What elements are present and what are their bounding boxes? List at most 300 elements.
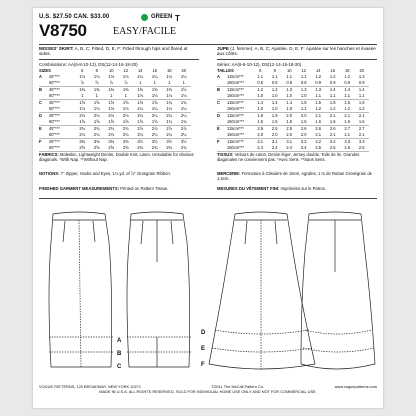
fr-tissus-label: TISSUS: (217, 152, 234, 157)
view-letter: D (217, 113, 220, 118)
yardage-cell: 1⅛ (90, 106, 105, 113)
yardage-cell: 2¾ (177, 145, 192, 152)
size-column-header: 20 (181, 68, 187, 73)
fr-mesures (217, 186, 377, 191)
yardage-cell: 2¾ (108, 126, 115, 131)
yardage-cell: 1.3 (315, 87, 322, 92)
yardage-cell: 1 (148, 80, 163, 87)
yardage-cell: 0.8 (282, 80, 297, 87)
yardage-cell: 2⅞ (180, 126, 187, 131)
yardage-cell: 2¼ (177, 132, 192, 139)
yardage-cell: 3.1 (286, 139, 293, 144)
yardage-cell: 2.1 (340, 132, 355, 139)
color-code-label: GREEN (151, 14, 173, 20)
yardage-cell: 2⅝ (75, 145, 90, 152)
yardage-cell: 2.4 (282, 145, 297, 152)
footer-website[interactable]: www.voguepatterns.com (334, 384, 377, 389)
yardage-cell: 1.3 (286, 87, 293, 92)
fr-mesures-label: MESURES DU VÊTEMENT FINI: (217, 186, 280, 191)
yardage-cell: 1⅝ (151, 100, 158, 105)
yardage-cell: 2⅞ (166, 126, 173, 131)
fr-divider (217, 59, 377, 60)
fr-mercerie-text: Fermeture à Glissière de 18cm, Agrafes, 1 m de Ruban Groségrain de 1,5cm. (217, 171, 373, 182)
yardage-cell: 1.1 (271, 74, 278, 79)
yardage-cell: 2⅛ (119, 132, 134, 139)
yardage-cell: 1¼ (133, 106, 148, 113)
yardage-cell: 2.1 (329, 113, 336, 118)
easy-label: EASY/FACILE (113, 26, 177, 37)
yardage-cell: 2¼ (166, 113, 173, 118)
en-finished-label: FINISHED GARMENT MEASUREMENTS: (39, 186, 120, 191)
yardage-cell: 2.5 (340, 145, 355, 152)
en-notions (39, 171, 199, 176)
yardage-cell: 1⅛ (93, 74, 100, 79)
size-column-header: 10 (286, 68, 292, 73)
yardage-cell: 3.2 (315, 139, 322, 144)
yardage-cell: 2.7 (358, 126, 365, 131)
yardage-cell: 1⅝ (148, 119, 163, 126)
yardage-cell: 1.4 (358, 87, 365, 92)
en-title-bold: MISSES' SKIRT: (39, 46, 74, 51)
fabric-width: 60"*** (49, 80, 75, 87)
fabric-width: 150cm*** (227, 132, 253, 139)
yardage-cell: 2¼ (151, 113, 158, 118)
yardage-cell: 1.5 (315, 100, 322, 105)
yardage-cell: 1⅜ (122, 87, 129, 92)
yardage-cell: 0.9 (326, 80, 341, 87)
yardage-cell: 2⅞ (151, 126, 158, 131)
yardage-cell: 1.4 (271, 100, 278, 105)
skirt-back-def-drawing (301, 212, 375, 369)
view-letter: C (39, 100, 42, 105)
yardage-cell: 2.4 (297, 145, 312, 152)
yardage-cell: 1.1 (286, 74, 293, 79)
yardage-cell: 1.2 (340, 106, 355, 113)
yardage-cell: 1¾ (177, 119, 192, 126)
yardage-cell: 0.9 (355, 80, 370, 87)
yardage-cell: 1¼ (162, 106, 177, 113)
size-column-header: 6 (259, 68, 262, 73)
size-column-header: 18 (166, 68, 172, 73)
yardage-cell: 1.3 (300, 87, 307, 92)
skirt-front-def-drawing (209, 212, 315, 370)
fabric-width: 150cm*** (227, 106, 253, 113)
yardage-cell: 1⅜ (137, 87, 144, 92)
yardage-cell: 0.9 (340, 80, 355, 87)
yardage-cell: 3⅜ (108, 139, 115, 144)
fr-mercerie (217, 171, 377, 181)
yardage-cell: 1.1 (311, 93, 326, 100)
yardage-cell: 1⅝ (93, 100, 100, 105)
yardage-cell: 1⅝ (104, 119, 119, 126)
yardage-cell: 2.6 (300, 126, 307, 131)
yardage-cell: 3⅜ (93, 139, 100, 144)
yardage-cell: 1¾ (180, 100, 187, 105)
yardage-cell: 2¾ (133, 145, 148, 152)
yardage-cell: 2.0 (300, 113, 307, 118)
yardage-cell: 1¾ (166, 100, 173, 105)
fabric-width: 150cm*** (227, 93, 253, 100)
yardage-cell: 2¼ (133, 132, 148, 139)
fr-tissus (217, 152, 377, 162)
yardage-cell: 1 (75, 93, 90, 100)
view-label-f: F (201, 362, 205, 368)
yardage-cell: 1¼ (180, 74, 187, 79)
yardage-cell: 1⅝ (122, 100, 129, 105)
yardage-cell: 1.4 (286, 100, 293, 105)
yardage-cell: 1.5 (300, 100, 307, 105)
fabric-width: 45"*** (49, 113, 60, 118)
fr-title-rest: (J. femme): A, B, C; Ajustée. D, E, F: Ajustée sur les hanches et évasée aux côtés. (217, 46, 376, 57)
yardage-cell: 2⅛ (93, 113, 100, 118)
fr-combinations: Séries: AA(6-8-10-12), DS(12-14-16-18-20) (217, 62, 302, 67)
yardage-cell: 1⅛ (75, 106, 90, 113)
yardage-cell: 1⅛ (108, 74, 115, 79)
yardage-cell: 1.5 (268, 119, 283, 126)
yardage-cell: 1⅜ (166, 87, 173, 92)
yardage-cell: 2.1 (326, 132, 341, 139)
fabric-width: 45"*** (49, 74, 60, 79)
en-combinations: Combinations: AA(6-8-10-12), DS(12-14-16-18-20) (39, 62, 138, 67)
yardage-cell: 3.3 (344, 139, 351, 144)
yardage-cell: 1.5 (297, 119, 312, 126)
yardage-cell: 1¼ (177, 106, 192, 113)
view-letter: E (39, 126, 42, 131)
yardage-cell: 1.2 (315, 74, 322, 79)
en-title-rest: A, B, C; Fitted, D, E, F: Fitted through hips and flared at sides. (39, 46, 188, 57)
footer (39, 385, 377, 395)
size-column-header: 10 (108, 68, 114, 73)
yardage-cell: 2.0 (268, 132, 283, 139)
yardage-cell: 1.0 (253, 106, 268, 113)
yardage-cell: 1.0 (253, 93, 268, 100)
yardage-cell: 2⅝ (90, 145, 105, 152)
fabric-width: 60"*** (49, 106, 75, 113)
yardage-cell: 2¼ (180, 113, 187, 118)
view-letter: E (217, 126, 220, 131)
yardage-cell: 1 (119, 93, 134, 100)
fr-mercerie-label: MERCERIE: (217, 171, 241, 176)
footer-made-in: MADE IN U.S.A. (99, 388, 128, 394)
yardage-cell: 3.2 (329, 139, 336, 144)
yardage-cell: 1⅛ (133, 93, 148, 100)
fr-mesures-text: Imprimées sur le Patron. (280, 186, 327, 191)
yardage-cell: 1.6 (358, 100, 365, 105)
yardage-cell: 1¼ (137, 74, 144, 79)
yardage-cell: 2.0 (253, 132, 268, 139)
header-divider (39, 44, 377, 45)
fabric-width: 45"*** (49, 100, 60, 105)
technical-drawings (39, 202, 377, 382)
yardage-cell: 1.0 (282, 106, 297, 113)
yardage-cell: 1.2 (257, 87, 264, 92)
en-divider (39, 59, 199, 60)
yardage-cell: 1.9 (271, 113, 278, 118)
yardage-cell: 1.6 (340, 119, 355, 126)
yardage-cell: 2⅛ (75, 132, 90, 139)
yardage-cell: 2.1 (355, 132, 370, 139)
yardage-cell: 1⅝ (119, 119, 134, 126)
fr-title-bold: JUPE (217, 46, 230, 51)
yardage-cell: ⅞ (75, 80, 90, 87)
yardage-cell: 2.1 (358, 113, 365, 118)
size-column-header: 20 (359, 68, 365, 73)
yardage-cell: 1⅛ (148, 93, 163, 100)
yardage-cell: 1.0 (268, 93, 283, 100)
yardage-cell: 2⅝ (104, 145, 119, 152)
yardage-cell: 2¼ (148, 132, 163, 139)
fabric-width: 45"*** (49, 139, 60, 144)
yardage-cell: 2¾ (122, 126, 129, 131)
yardage-cell: 3½ (180, 139, 187, 144)
fabric-width: 60"*** (49, 93, 75, 100)
en-fabrics-label: FABRICS: (39, 152, 59, 157)
yardage-cell: 1.1 (326, 93, 341, 100)
view-label-c: C (117, 364, 122, 370)
en-fabrics (39, 152, 199, 162)
footer-company: VOGUE PATTERNS, 120 BROADWAY, NEW YORK 10271 (39, 384, 141, 389)
fabric-width: 150cm*** (227, 119, 253, 126)
fabric-width: 115cm*** (227, 100, 244, 105)
yardage-cell: 1.5 (329, 100, 336, 105)
tee-mark: T (175, 14, 180, 23)
yardage-cell: 2.5 (311, 145, 326, 152)
yardage-cell: 2⅛ (108, 113, 115, 118)
yardage-cell: 1⅝ (79, 100, 86, 105)
yardage-cell: 2¾ (148, 145, 163, 152)
view-label-d: D (201, 330, 206, 336)
yardage-cell: 1⅝ (133, 119, 148, 126)
yardage-cell: 1⅝ (137, 100, 144, 105)
pattern-number: V8750 (39, 21, 87, 40)
yardage-cell: 3½ (166, 139, 173, 144)
yardage-cell: 2.6 (329, 126, 336, 131)
yardage-cell: 2¾ (162, 145, 177, 152)
yardage-cell: 1.4 (329, 87, 336, 92)
yardage-cell: 1⅛ (119, 106, 134, 113)
yardage-cell: 0.8 (268, 80, 283, 87)
en-description (39, 46, 199, 57)
fabric-width: 60"*** (49, 132, 75, 139)
fabric-width: 115cm*** (227, 139, 244, 144)
fabric-width: 115cm*** (227, 113, 244, 118)
en-finished-text: Printed on Pattern Tissue. (120, 186, 169, 191)
yardage-cell: 1.5 (282, 119, 297, 126)
yardage-cell: 1.2 (271, 87, 278, 92)
view-letter: B (39, 87, 42, 92)
yardage-cell: 0.9 (311, 80, 326, 87)
view-letter: F (39, 139, 42, 144)
yardage-cell: 3.2 (300, 139, 307, 144)
en-notions-text: 7" Zipper, Hooks and Eyes, 1⅛ yd. of ⅞" Grosgrain Ribbon. (60, 171, 171, 176)
en-finished (39, 186, 199, 191)
yardage-cell: 1⅝ (108, 100, 115, 105)
fr-tissus-text: Velours de coton, Denim léger, Jersey double, Toile de lin. Grandes diagonales ne conviennent pas. *Avec Sens. **Sans Sens. (217, 152, 360, 163)
fabric-width: 115cm*** (227, 126, 244, 131)
yardage-cell: 0.8 (297, 80, 312, 87)
yardage-cell: 1.2 (326, 106, 341, 113)
yardage-cell: 1.2 (344, 74, 351, 79)
view-letter: F (217, 139, 220, 144)
yardage-cell: 1 (104, 93, 119, 100)
yardage-cell: 1 (177, 80, 192, 87)
fabric-width: 150cm*** (227, 145, 253, 152)
yardage-cell: 2.4 (253, 145, 268, 152)
table-row (39, 145, 191, 152)
size-column-header: 8 (95, 68, 98, 73)
fabric-width: 60"*** (49, 145, 75, 152)
yardage-cell: 1¼ (166, 74, 173, 79)
yardage-cell: 2⅛ (104, 132, 119, 139)
yardage-cell: 2.1 (315, 113, 322, 118)
yardage-cell: 1 (162, 80, 177, 87)
yardage-cell: 2¾ (79, 126, 86, 131)
footer-copyright: ©2011 The McCall Pattern Co. (211, 384, 265, 389)
yardage-cell: 2.5 (286, 126, 293, 131)
yardage-cell: 1½ (180, 87, 187, 92)
size-column-header: 16 (330, 68, 336, 73)
sizes-label: SIZES (39, 68, 51, 73)
yardage-cell: 2.4 (268, 145, 283, 152)
yardage-cell: 1⅛ (162, 93, 177, 100)
yardage-cell: 3.1 (271, 139, 278, 144)
view-letter: A (217, 74, 220, 79)
fabric-width: 60"*** (49, 119, 75, 126)
yardage-cell: 1 (90, 93, 105, 100)
en-notions-label: NOTIONS: (39, 171, 60, 176)
yardage-cell: 1¼ (151, 74, 158, 79)
fabric-width: 45"*** (49, 126, 60, 131)
size-column-header: 8 (273, 68, 276, 73)
yardage-cell: 3.3 (358, 139, 365, 144)
yardage-cell: 1.2 (311, 106, 326, 113)
fabric-width: 115cm*** (227, 74, 244, 79)
yardage-cell: 1¾ (162, 119, 177, 126)
yardage-cell: 2.1 (311, 132, 326, 139)
view-letter (39, 145, 49, 152)
yardage-cell: 1⅜ (108, 87, 115, 92)
yardage-cell: 1⅝ (90, 119, 105, 126)
en-yardage-table (39, 68, 191, 152)
size-column-header: 6 (81, 68, 84, 73)
yardage-cell: 2.5 (355, 145, 370, 152)
size-column-header: 14 (137, 68, 143, 73)
yardage-cell: 1.0 (282, 93, 297, 100)
yardage-cell: 3.1 (257, 139, 264, 144)
yardage-cell: 2.0 (282, 132, 297, 139)
sizes-label: TAILLES (217, 68, 234, 73)
yardage-cell: 1⅛ (104, 106, 119, 113)
view-label-a: A (117, 338, 122, 344)
yardage-cell: 1.4 (257, 100, 264, 105)
view-label-b: B (117, 351, 122, 357)
size-column-header: 16 (152, 68, 158, 73)
yardage-cell: 2.5 (326, 145, 341, 152)
yardage-cell: 1.0 (268, 106, 283, 113)
yardage-cell: 1 (133, 80, 148, 87)
yardage-cell: 1.6 (344, 100, 351, 105)
yardage-cell: 2¼ (162, 132, 177, 139)
fr-yardage-table (217, 68, 369, 152)
fr-description (217, 46, 377, 57)
yardage-cell: ⅞ (104, 80, 119, 87)
view-letter: B (217, 87, 220, 92)
size-column-header: 12 (123, 68, 129, 73)
skirt-front-abc-drawing (49, 212, 113, 367)
yardage-cell: 1.1 (257, 74, 264, 79)
yardage-cell: 2.0 (286, 113, 293, 118)
size-column-header: 18 (344, 68, 350, 73)
yardage-cell: 2.6 (315, 126, 322, 131)
yardage-cell: 1⅜ (151, 87, 158, 92)
yardage-cell: 2¾ (93, 126, 100, 131)
en-fabrics-text: Moleskin, Lightweight Denim, Double Knit, Linen. Unsuitable for obvious diagonals. *With Nap. **Without Nap. (39, 152, 194, 163)
yardage-cell: 3½ (151, 139, 158, 144)
yardage-cell: ⅞ (90, 80, 105, 87)
yardage-cell: 2.5 (257, 126, 264, 131)
yardage-cell: 1⅜ (93, 87, 100, 92)
skirt-back-abc-drawing (127, 212, 191, 367)
yardage-cell: 1.2 (355, 106, 370, 113)
table-row (217, 145, 369, 152)
yardage-cell: 2⅞ (137, 126, 144, 131)
yardage-cell: 2.7 (344, 126, 351, 131)
yardage-cell: 2⅛ (122, 113, 129, 118)
view-letter: A (39, 74, 42, 79)
yardage-cell: 3⅜ (79, 139, 86, 144)
yardage-cell: 1.4 (344, 87, 351, 92)
yardage-cell: 1⅛ (122, 74, 129, 79)
view-letter: C (217, 100, 220, 105)
yardage-cell: 2⅝ (119, 145, 134, 152)
yardage-cell: 2⅛ (79, 113, 86, 118)
yardage-cell: 1⅝ (75, 119, 90, 126)
yardage-cell: 1.1 (355, 93, 370, 100)
yardage-cell: 2⅛ (90, 132, 105, 139)
yardage-cell: 0.8 (253, 80, 268, 87)
size-column-header: 14 (315, 68, 321, 73)
yardage-cell: 1.9 (257, 113, 264, 118)
view-letter (217, 145, 227, 152)
size-column-header: 12 (301, 68, 307, 73)
yardage-cell: 1.1 (300, 74, 307, 79)
yardage-cell: 2.5 (271, 126, 278, 131)
yardage-cell: 1.5 (253, 119, 268, 126)
yardage-cell: 1⅛ (79, 74, 86, 79)
yardage-cell: 2.0 (297, 132, 312, 139)
yardage-cell: 1.1 (340, 93, 355, 100)
yardage-cell: 1.0 (297, 93, 312, 100)
yardage-cell: 1⅛ (177, 93, 192, 100)
yardage-cell: 1.3 (358, 74, 365, 79)
yardage-cell: 3⅜ (122, 139, 129, 144)
price-label: U.S. $27.50 CAN. $33.00 (39, 14, 110, 20)
yardage-cell: 1.6 (326, 119, 341, 126)
yardage-cell: 3½ (137, 139, 144, 144)
footer-note: ALL RIGHTS RESERVED. SOLD FOR INDIVIDUAL HOME USE ONLY AND NOT FOR COMMERCIAL USE. (128, 388, 317, 394)
pattern-envelope-back (33, 8, 383, 408)
drawing-divider (39, 198, 377, 199)
fabric-width: 115cm*** (227, 87, 244, 92)
yardage-cell: 1⅜ (79, 87, 86, 92)
yardage-cell: ⅞ (119, 80, 134, 87)
yardage-cell: 1.2 (329, 74, 336, 79)
yardage-cell: 2¼ (137, 113, 144, 118)
view-label-e: E (201, 346, 206, 352)
yardage-cell: 1.6 (355, 119, 370, 126)
view-letter: D (39, 113, 42, 118)
yardage-cell: 1.6 (311, 119, 326, 126)
